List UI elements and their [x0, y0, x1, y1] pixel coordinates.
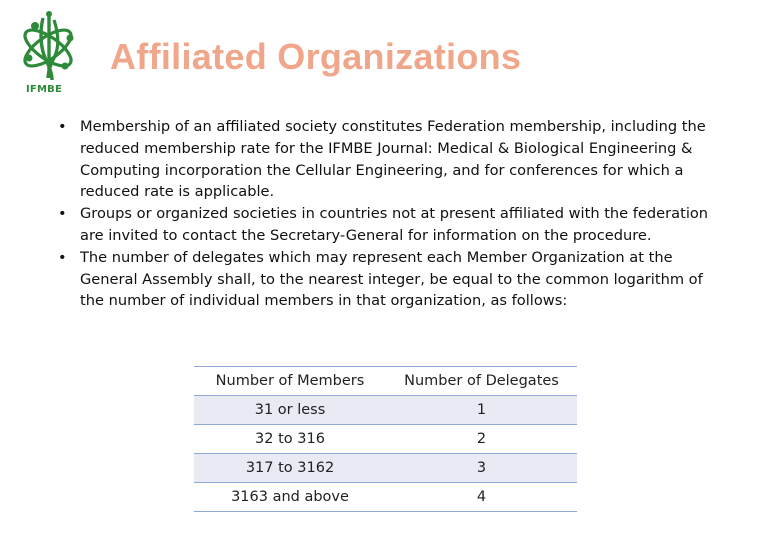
bullet-text: The number of delegates which may represent each Member Organization at the General Assembly shall, to the nearest integer, be equal to the common logarithm of the number of individual members in that organization, as follows:	[80, 248, 703, 310]
cell-delegates: 2	[386, 425, 577, 454]
table-row	[194, 425, 577, 454]
cell-members: 317 to 3162	[194, 454, 386, 483]
cell-delegates: 3	[386, 454, 577, 483]
bullet-dot: •	[58, 205, 67, 223]
table-header-row	[194, 367, 577, 396]
cell-members: 3163 and above	[194, 483, 386, 512]
table-row	[194, 483, 577, 512]
cell-delegates: 4	[386, 483, 577, 512]
ifmbe-atom-logo-icon	[10, 8, 90, 84]
cell-members: 31 or less	[194, 396, 386, 425]
bullet-item	[58, 116, 728, 203]
bullet-dot: •	[58, 118, 67, 135]
delegates-table-wrap	[194, 366, 577, 512]
table-row	[194, 454, 577, 483]
header-members: Number of Members	[194, 367, 386, 396]
cell-delegates: 1	[386, 396, 577, 425]
bullet-dot: •	[58, 248, 67, 266]
table-row	[194, 396, 577, 425]
bullet-text: Groups or organized societies in countries not at present affiliated with the federation are invited to contact the Secretary-General for information on the procedure.	[80, 205, 709, 244]
bullet-item	[58, 247, 728, 312]
cell-members: 32 to 316	[194, 425, 386, 454]
delegates-table	[194, 366, 577, 512]
bullet-item	[58, 203, 728, 247]
bullet-text: Membership of an affiliated society constitutes Federation membership, including the reduced membership rate for the IFMBE Journal: Medical & Biological Engineering & Computing incorporation the Cellular Engineering, and for conferences for which a reduced rate is applicable.	[80, 118, 706, 201]
ifmbe-logo	[10, 8, 90, 98]
logo-text: IFMBE	[26, 84, 62, 95]
bullet-list	[58, 116, 728, 312]
page-title: Affiliated Organizations	[110, 36, 522, 77]
header-delegates: Number of Delegates	[386, 367, 577, 396]
